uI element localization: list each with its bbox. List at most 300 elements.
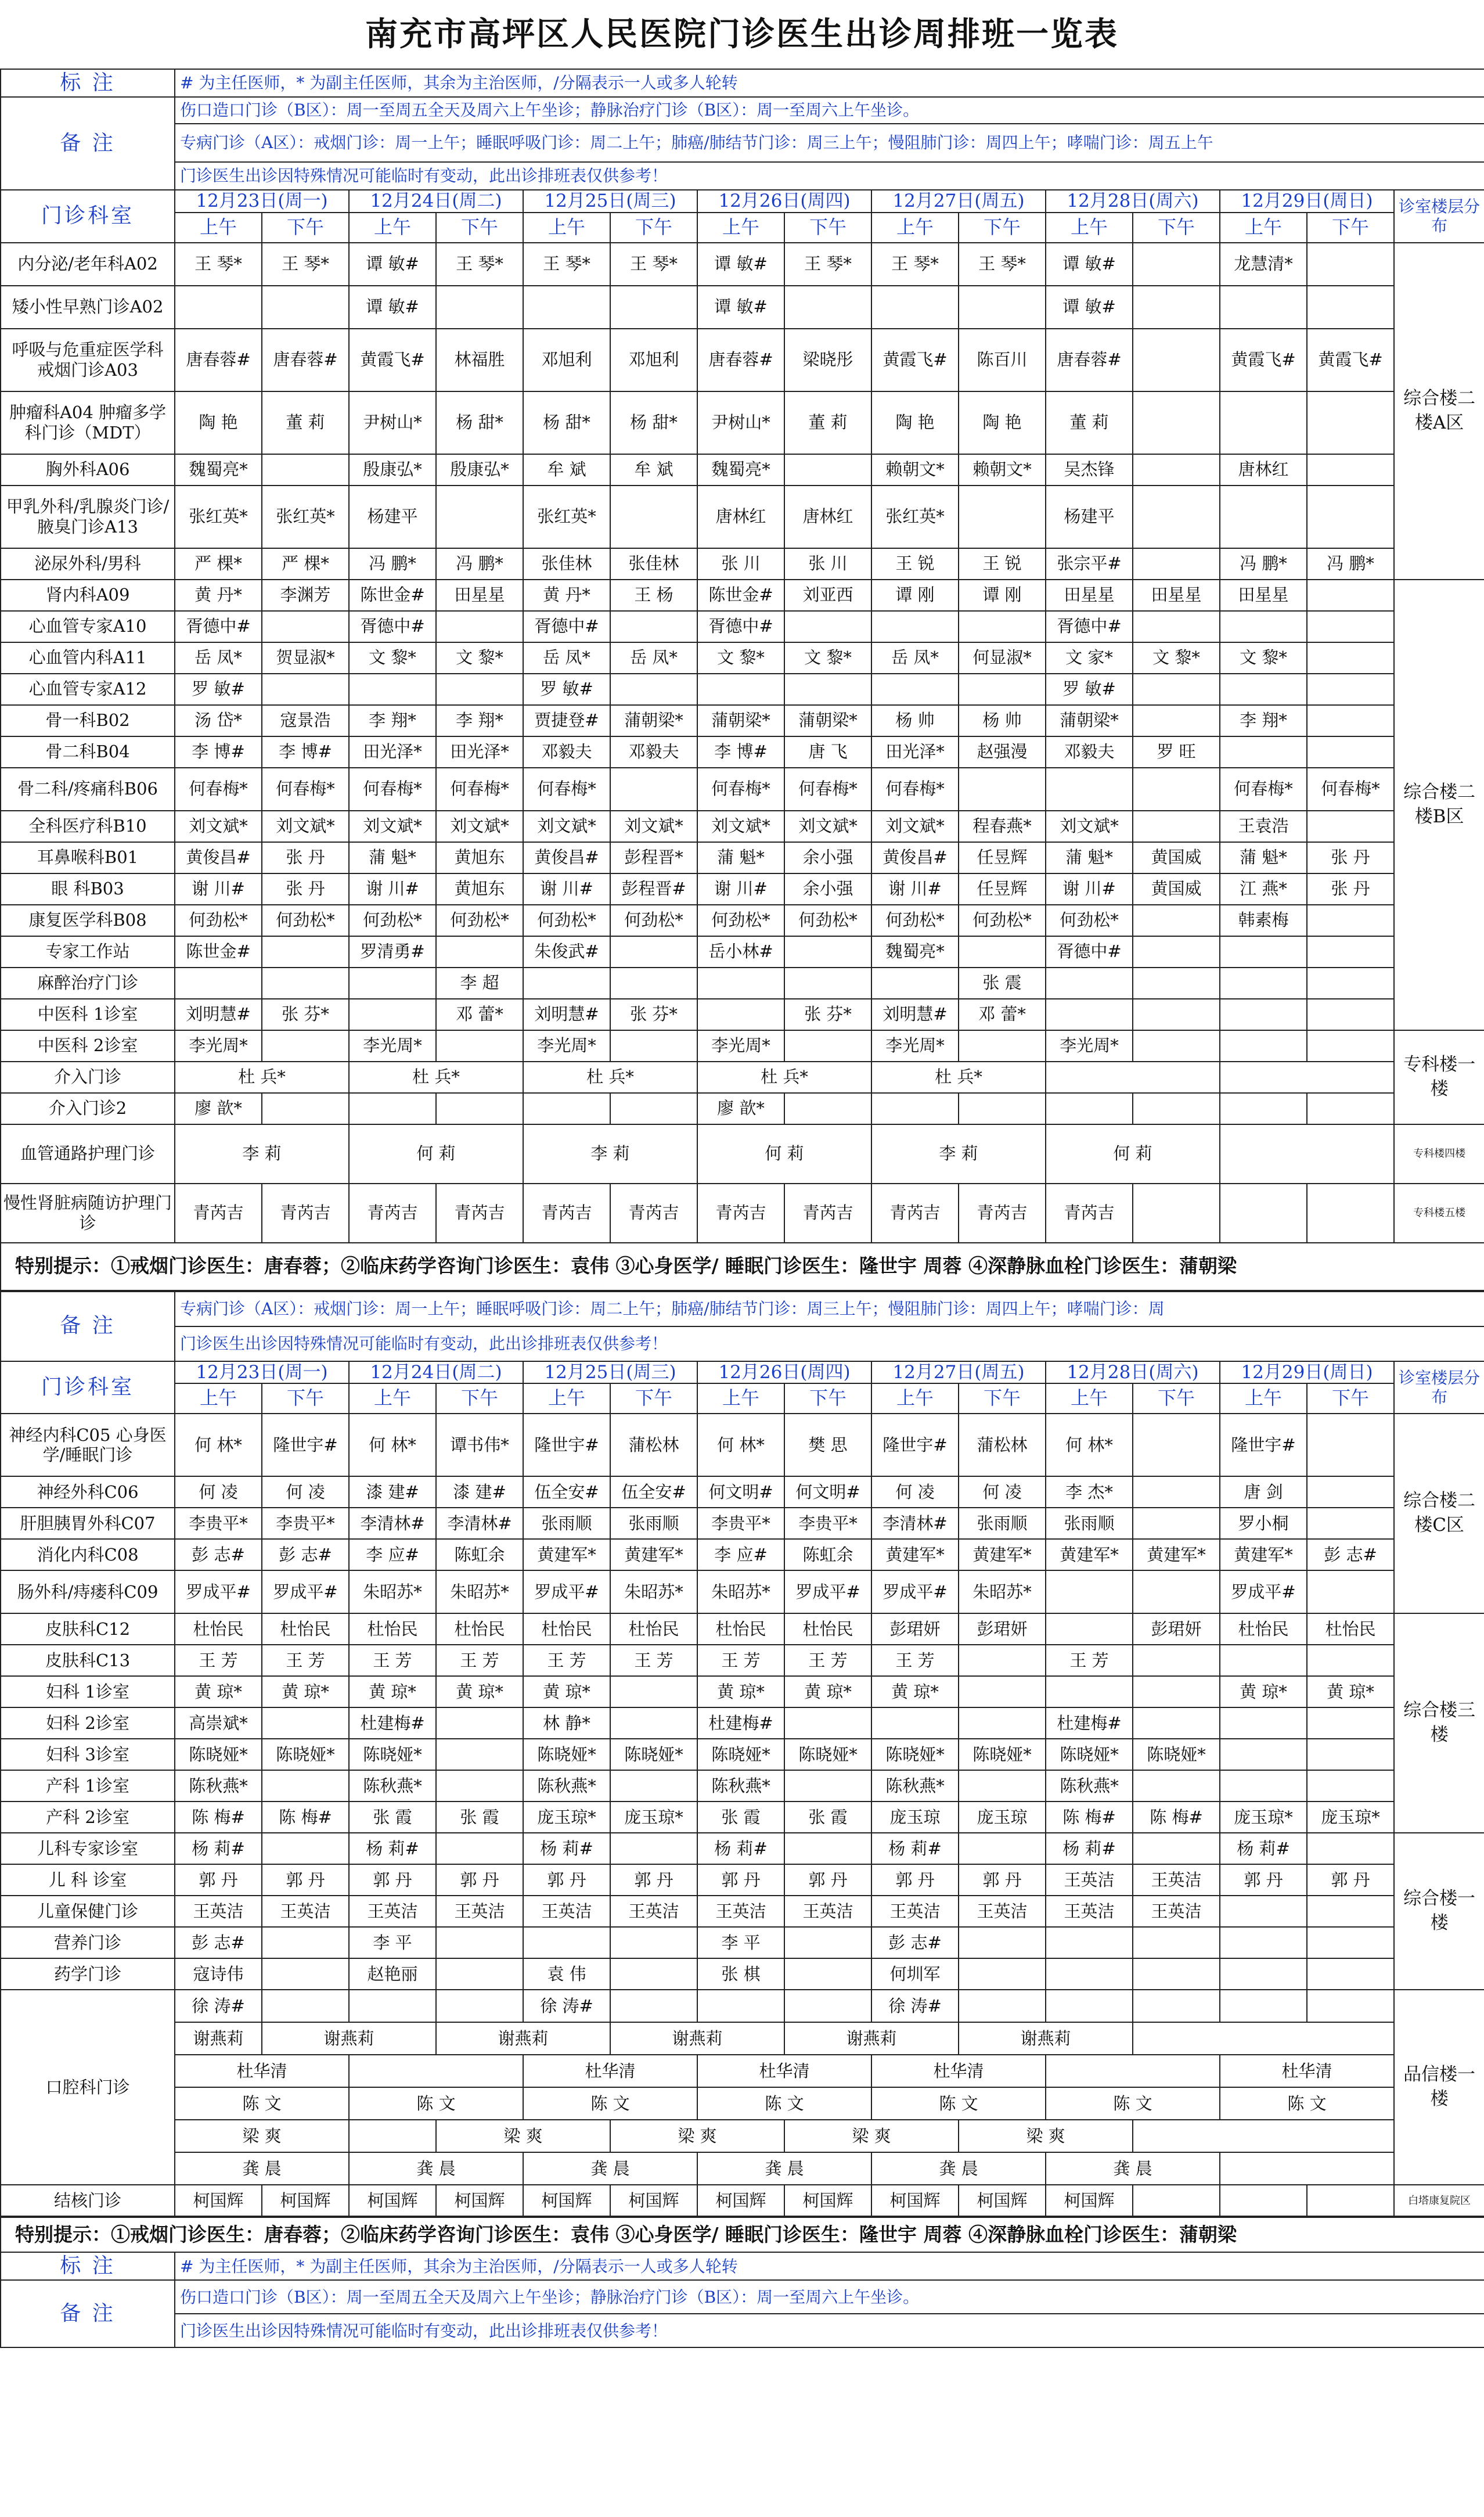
special-tip-row	[1, 1243, 1484, 1290]
schedule-cell	[871, 674, 959, 705]
department-name: 血管通路护理门诊	[1, 1124, 175, 1184]
department-name: 神经外科C06	[1, 1476, 175, 1508]
remark-line: 专病门诊（A区）：戒烟门诊：周一上午；睡眠呼吸门诊：周二上午；肺癌/肺结节门诊：周三上午；慢阻肺门诊：周四上午；哮喘门诊：周	[175, 1292, 1484, 1326]
schedule-cell: 李 应#	[349, 1539, 436, 1570]
schedule-cell: 张 丹	[262, 873, 349, 905]
schedule-cell: 王 琴*	[871, 243, 959, 286]
schedule-cell: 冯 鹏*	[436, 548, 523, 580]
schedule-cell: 彭 志#	[175, 1539, 262, 1570]
schedule-cell: 赖朝文*	[871, 454, 959, 486]
schedule-row	[1, 286, 1484, 329]
schedule-cell	[1133, 1676, 1220, 1707]
schedule-row	[1, 391, 1484, 454]
schedule-cell: 伍全安#	[523, 1476, 610, 1508]
schedule-cell: 黄 琼*	[436, 1676, 523, 1707]
schedule-cell: 陈晓娅*	[1133, 1739, 1220, 1770]
schedule-cell	[959, 486, 1046, 548]
department-name: 肝胆胰胃外科C07	[1, 1508, 175, 1539]
schedule-cell: 黄旭东	[436, 873, 523, 905]
schedule-cell: 郭 丹	[871, 1864, 959, 1896]
schedule-row	[1, 968, 1484, 999]
department-name: 肾内科A09	[1, 580, 175, 611]
floor-location: 综合楼一楼	[1394, 1833, 1484, 1990]
department-name: 消化内科C08	[1, 1539, 175, 1570]
schedule-cell	[349, 674, 436, 705]
schedule-cell	[1220, 1184, 1307, 1243]
schedule-cell: 黄 琼*	[523, 1676, 610, 1707]
schedule-cell	[1220, 736, 1307, 768]
date-header: 12月23日(周一)	[175, 190, 349, 213]
schedule-cell	[959, 1645, 1046, 1676]
schedule-cell: 蒲朝梁*	[610, 705, 697, 736]
date-header: 12月25日(周三)	[523, 190, 697, 213]
schedule-cell	[1133, 1645, 1220, 1676]
schedule-cell: 陈 文	[523, 2087, 697, 2120]
schedule-cell: 何劲松*	[784, 905, 871, 936]
schedule-cell: 谢 川#	[1046, 873, 1133, 905]
schedule-cell: 胥德中#	[1046, 936, 1133, 968]
schedule-cell: 青芮吉	[262, 1184, 349, 1243]
date-header: 12月26日(周四)	[697, 190, 871, 213]
schedule-cell: 尹树山*	[349, 391, 436, 454]
schedule-row	[1, 736, 1484, 768]
schedule-cell: 谢燕莉	[610, 2022, 784, 2055]
department-name: 慢性肾脏病随访护理门诊	[1, 1184, 175, 1243]
schedule-row	[1, 1896, 1484, 1927]
am-header: 上午	[523, 213, 610, 243]
ampm-header-row	[1, 1383, 1484, 1414]
am-header: 上午	[1046, 213, 1133, 243]
schedule-cell: 何春梅*	[1307, 768, 1394, 811]
schedule-cell	[1307, 1958, 1394, 1990]
schedule-cell: 刘文斌*	[436, 811, 523, 842]
schedule-cell: 谢 川#	[871, 873, 959, 905]
schedule-cell: 蒲 魁*	[697, 842, 784, 873]
schedule-cell: 田星星	[436, 580, 523, 611]
schedule-cell	[262, 1958, 349, 1990]
floor-location: 综合楼三楼	[1394, 1613, 1484, 1833]
schedule-cell	[262, 1770, 349, 1802]
schedule-cell: 陈晓娅*	[349, 1739, 436, 1770]
schedule-cell	[1133, 1570, 1220, 1613]
schedule-cell: 杨建平	[349, 486, 436, 548]
schedule-cell: 何 林*	[697, 1414, 784, 1476]
pm-header: 下午	[959, 213, 1046, 243]
schedule-cell: 彭程晋#	[610, 873, 697, 905]
remark-row	[1, 1292, 1484, 1326]
schedule-cell: 青芮吉	[523, 1184, 610, 1243]
schedule-cell: 罗清勇#	[349, 936, 436, 968]
date-header: 12月23日(周一)	[175, 1361, 349, 1384]
schedule-cell: 黄 琼*	[697, 1676, 784, 1707]
schedule-cell	[610, 1833, 697, 1864]
schedule-cell	[1307, 999, 1394, 1030]
schedule-cell: 胥德中#	[175, 611, 262, 642]
schedule-cell: 董 莉	[262, 391, 349, 454]
schedule-cell: 陈 文	[871, 2087, 1046, 2120]
schedule-cell: 黄霞飞#	[1220, 329, 1307, 391]
schedule-cell: 梁晓彤	[784, 329, 871, 391]
schedule-cell: 廖 歆*	[175, 1093, 262, 1124]
schedule-cell: 何劲松*	[349, 905, 436, 936]
schedule-cell: 郭 丹	[262, 1864, 349, 1896]
ampm-header-row	[1, 213, 1484, 243]
date-header: 12月27日(周五)	[871, 1361, 1046, 1384]
department-name: 介入门诊2	[1, 1093, 175, 1124]
schedule-cell	[1307, 1184, 1394, 1243]
schedule-cell: 何劲松*	[436, 905, 523, 936]
schedule-cell: 青芮吉	[1046, 1184, 1133, 1243]
schedule-cell: 何文明#	[784, 1476, 871, 1508]
schedule-cell: 杨建平	[1046, 486, 1133, 548]
schedule-cell: 谢燕莉	[175, 2022, 262, 2055]
schedule-cell: 王 琴*	[436, 243, 523, 286]
schedule-cell	[1307, 642, 1394, 674]
schedule-cell	[1046, 1927, 1133, 1958]
schedule-cell: 陈 文	[1046, 2087, 1220, 2120]
schedule-cell: 杨 莉#	[871, 1833, 959, 1864]
schedule-cell	[871, 1093, 959, 1124]
schedule-cell: 罗成平#	[523, 1570, 610, 1613]
schedule-cell	[1307, 1476, 1394, 1508]
schedule-cell	[1307, 936, 1394, 968]
schedule-cell: 杨 帅	[959, 705, 1046, 736]
remark-line: 伤口造口门诊（B区）：周一至周五全天及周六上午坐诊；静脉治疗门诊（B区）：周一至周六上午坐诊。	[175, 2280, 1484, 2314]
schedule-cell: 王英洁	[784, 1896, 871, 1927]
schedule-cell: 张 芬*	[610, 999, 697, 1030]
schedule-cell: 何 林*	[1046, 1414, 1133, 1476]
schedule-cell: 李光周*	[1046, 1030, 1133, 1062]
schedule-cell: 王英洁	[1046, 1864, 1133, 1896]
schedule-cell	[959, 674, 1046, 705]
dept-header: 门诊科室	[1, 1361, 175, 1414]
am-header: 上午	[871, 213, 959, 243]
schedule-cell: 王 芳	[610, 1645, 697, 1676]
schedule-cell	[959, 1958, 1046, 1990]
schedule-cell: 李清林#	[349, 1508, 436, 1539]
schedule-cell	[1307, 1927, 1394, 1958]
schedule-cell: 黄 琼*	[871, 1676, 959, 1707]
schedule-cell: 梁 爽	[959, 2120, 1133, 2152]
department-name: 心血管内科A11	[1, 642, 175, 674]
schedule-cell: 董 莉	[784, 391, 871, 454]
schedule-cell	[1307, 1707, 1394, 1739]
department-name: 专家工作站	[1, 936, 175, 968]
schedule-row	[1, 1707, 1484, 1739]
schedule-cell	[436, 674, 523, 705]
schedule-cell: 陈世金#	[697, 580, 784, 611]
schedule-cell: 罗成平#	[1220, 1570, 1307, 1613]
schedule-cell	[349, 2120, 436, 2152]
mark-label: 标 注	[1, 69, 175, 97]
schedule-cell: 张红英*	[175, 486, 262, 548]
schedule-cell: 杜华清	[175, 2055, 349, 2087]
schedule-cell: 王 芳	[697, 1645, 784, 1676]
date-header: 12月25日(周三)	[523, 1361, 697, 1384]
schedule-cell	[523, 1093, 610, 1124]
schedule-cell: 黄 琼*	[349, 1676, 436, 1707]
schedule-cell	[1133, 2185, 1220, 2216]
schedule-row	[1, 705, 1484, 736]
schedule-cell: 岳 凤*	[523, 642, 610, 674]
schedule-cell: 赵艳丽	[349, 1958, 436, 1990]
schedule-cell	[1133, 486, 1220, 548]
schedule-cell	[436, 1030, 523, 1062]
floor-location: 专科楼五楼	[1394, 1184, 1484, 1243]
schedule-row	[1, 1414, 1484, 1476]
schedule-cell	[784, 1770, 871, 1802]
schedule-cell: 文 黎*	[1133, 642, 1220, 674]
schedule-cell	[1220, 1990, 1307, 2022]
schedule-cell: 唐林红	[1220, 454, 1307, 486]
schedule-cell: 徐 涛#	[523, 1990, 610, 2022]
schedule-cell: 谭 敏#	[697, 286, 784, 329]
schedule-cell: 陈秋燕*	[1046, 1770, 1133, 1802]
schedule-cell: 胥德中#	[1046, 611, 1133, 642]
schedule-cell: 李 翔*	[1220, 705, 1307, 736]
schedule-cell: 张 霞	[436, 1802, 523, 1833]
schedule-cell: 王 琴*	[175, 243, 262, 286]
schedule-cell: 谭 刚	[871, 580, 959, 611]
pm-header: 下午	[610, 213, 697, 243]
schedule-cell: 刘文斌*	[349, 811, 436, 842]
schedule-cell: 刘亚西	[784, 580, 871, 611]
schedule-cell	[959, 1676, 1046, 1707]
schedule-cell: 田光泽*	[436, 736, 523, 768]
schedule-cell: 魏蜀亮*	[871, 936, 959, 968]
schedule-cell: 陈 梅#	[175, 1802, 262, 1833]
schedule-cell: 王 琴*	[959, 243, 1046, 286]
schedule-cell: 罗 敏#	[175, 674, 262, 705]
schedule-cell: 柯国辉	[175, 2185, 262, 2216]
schedule-cell	[1307, 391, 1394, 454]
schedule-cell: 龚 晨	[175, 2152, 349, 2185]
schedule-cell	[1307, 736, 1394, 768]
schedule-cell	[1133, 1927, 1220, 1958]
schedule-row	[1, 611, 1484, 642]
schedule-cell: 冯 鹏*	[1220, 548, 1307, 580]
date-header: 12月24日(周二)	[349, 1361, 523, 1384]
pm-header: 下午	[436, 1383, 523, 1414]
schedule-cell: 田光泽*	[349, 736, 436, 768]
schedule-cell: 杜怡民	[1307, 1613, 1394, 1645]
schedule-cell	[1133, 999, 1220, 1030]
schedule-cell: 杨 莉#	[697, 1833, 784, 1864]
schedule-cell: 邓旭利	[523, 329, 610, 391]
schedule-cell	[262, 968, 349, 999]
schedule-cell: 张雨顺	[1046, 1508, 1133, 1539]
schedule-cell	[610, 1927, 697, 1958]
schedule-cell: 程春燕*	[959, 811, 1046, 842]
schedule-cell	[1133, 674, 1220, 705]
schedule-cell	[610, 968, 697, 999]
schedule-cell	[436, 286, 523, 329]
schedule-row	[1, 1062, 1484, 1093]
schedule-cell: 张红英*	[523, 486, 610, 548]
schedule-cell: 王 芳	[1046, 1645, 1133, 1676]
schedule-cell	[262, 454, 349, 486]
schedule-cell	[610, 1676, 697, 1707]
pm-header: 下午	[1307, 1383, 1394, 1414]
schedule-cell: 梁 爽	[610, 2120, 784, 2152]
schedule-cell: 陈 文	[697, 2087, 871, 2120]
remark-row	[1, 162, 1484, 190]
schedule-cell: 杜怡民	[610, 1613, 697, 1645]
department-name: 皮肤科C13	[1, 1645, 175, 1676]
schedule-cell: 唐春蓉#	[262, 329, 349, 391]
schedule-cell: 何劲松*	[523, 905, 610, 936]
schedule-cell	[959, 1833, 1046, 1864]
schedule-row	[1, 674, 1484, 705]
schedule-cell: 郭 丹	[436, 1864, 523, 1896]
schedule-cell: 刘文斌*	[523, 811, 610, 842]
schedule-cell: 蒲 魁*	[1220, 842, 1307, 873]
schedule-cell: 何春梅*	[349, 768, 436, 811]
schedule-cell	[959, 286, 1046, 329]
schedule-cell: 王英洁	[871, 1896, 959, 1927]
schedule-cell: 龚 晨	[1046, 2152, 1220, 2185]
schedule-cell	[436, 611, 523, 642]
pm-header: 下午	[784, 1383, 871, 1414]
department-name: 康复医学科B08	[1, 905, 175, 936]
location-header: 诊室楼层分布	[1394, 1361, 1484, 1414]
pm-header: 下午	[1133, 1383, 1220, 1414]
schedule-cell: 董 莉	[1046, 391, 1133, 454]
schedule-cell: 王英洁	[175, 1896, 262, 1927]
schedule-cell	[1133, 548, 1220, 580]
schedule-cell: 罗成平#	[784, 1570, 871, 1613]
schedule-cell: 李渊芳	[262, 580, 349, 611]
schedule-cell: 陶 艳	[959, 391, 1046, 454]
schedule-cell: 袁 伟	[523, 1958, 610, 1990]
department-name: 产科 2诊室	[1, 1802, 175, 1833]
schedule-cell: 何显淑*	[959, 642, 1046, 674]
schedule-cell: 江 燕*	[1220, 873, 1307, 905]
schedule-row	[1, 936, 1484, 968]
dental-row	[1, 2022, 1484, 2055]
schedule-cell: 蒲朝梁*	[1046, 705, 1133, 736]
schedule-cell: 王 芳	[784, 1645, 871, 1676]
schedule-cell: 陈 文	[349, 2087, 523, 2120]
schedule-cell: 吴杰锋	[1046, 454, 1133, 486]
schedule-cell: 罗成平#	[262, 1570, 349, 1613]
department-name: 皮肤科C12	[1, 1613, 175, 1645]
department-name: 妇科 3诊室	[1, 1739, 175, 1770]
schedule-cell	[1133, 768, 1220, 811]
schedule-cell	[1133, 1770, 1220, 1802]
schedule-cell	[1133, 1184, 1220, 1243]
schedule-cell	[1133, 905, 1220, 936]
schedule-cell: 柯国辉	[610, 2185, 697, 2216]
schedule-cell: 龚 晨	[523, 2152, 697, 2185]
schedule-cell: 罗 敏#	[523, 674, 610, 705]
schedule-cell: 魏蜀亮*	[175, 454, 262, 486]
schedule-cell: 梁 爽	[436, 2120, 610, 2152]
schedule-cell: 杜 兵*	[523, 1062, 697, 1093]
schedule-cell: 文 黎*	[784, 642, 871, 674]
schedule-cell: 田星星	[1220, 580, 1307, 611]
schedule-cell	[610, 1770, 697, 1802]
date-header: 12月28日(周六)	[1046, 1361, 1220, 1384]
schedule-cell: 陈秋燕*	[349, 1770, 436, 1802]
schedule-cell: 徐 涛#	[871, 1990, 959, 2022]
department-name: 矮小性早熟门诊A02	[1, 286, 175, 329]
schedule-cell	[1220, 1958, 1307, 1990]
schedule-row	[1, 1093, 1484, 1124]
schedule-cell: 王 锐	[871, 548, 959, 580]
pm-header: 下午	[436, 213, 523, 243]
department-name: 麻醉治疗门诊	[1, 968, 175, 999]
schedule-cell: 杜怡民	[175, 1613, 262, 1645]
schedule-cell: 文 黎*	[349, 642, 436, 674]
date-header: 12月29日(周日)	[1220, 1361, 1394, 1384]
schedule-cell: 刘文斌*	[871, 811, 959, 842]
pm-header: 下午	[610, 1383, 697, 1414]
schedule-cell	[1046, 2055, 1220, 2087]
schedule-row	[1, 486, 1484, 548]
schedule-cell: 庞玉琼	[959, 1802, 1046, 1833]
schedule-cell: 陈晓娅*	[262, 1739, 349, 1770]
schedule-cell	[1220, 2152, 1394, 2185]
schedule-row	[1, 1739, 1484, 1770]
schedule-cell: 廖 歆*	[697, 1093, 784, 1124]
schedule-cell: 王 杨	[610, 580, 697, 611]
schedule-cell	[959, 1030, 1046, 1062]
schedule-cell	[262, 286, 349, 329]
schedule-cell	[784, 454, 871, 486]
schedule-cell: 林福胜	[436, 329, 523, 391]
schedule-cell: 杜建梅#	[697, 1707, 784, 1739]
department-name: 肠外科/痔瘘科C09	[1, 1570, 175, 1613]
schedule-cell: 青芮吉	[784, 1184, 871, 1243]
remark-row	[1, 124, 1484, 162]
schedule-cell: 王 芳	[175, 1645, 262, 1676]
schedule-cell: 余小强	[784, 873, 871, 905]
schedule-cell: 张 芬*	[262, 999, 349, 1030]
schedule-cell: 朱俊武#	[523, 936, 610, 968]
schedule-cell: 李 博#	[175, 736, 262, 768]
schedule-cell	[1133, 1476, 1220, 1508]
schedule-cell: 黄建军*	[1133, 1539, 1220, 1570]
schedule-cell: 杜怡民	[1220, 1613, 1307, 1645]
schedule-cell	[1220, 999, 1307, 1030]
schedule-cell: 陈晓娅*	[959, 1739, 1046, 1770]
schedule-cell: 青芮吉	[610, 1184, 697, 1243]
schedule-cell: 魏蜀亮*	[697, 454, 784, 486]
remark-line: 门诊医生出诊因特殊情况可能临时有变动，此出诊排班表仅供参考！	[175, 2314, 1484, 2347]
schedule-cell: 谢 川#	[697, 873, 784, 905]
schedule-cell	[610, 1093, 697, 1124]
schedule-cell: 陈百川	[959, 329, 1046, 391]
schedule-row	[1, 1184, 1484, 1243]
schedule-cell: 寇景浩	[262, 705, 349, 736]
schedule-cell	[1220, 2185, 1307, 2216]
schedule-cell	[436, 486, 523, 548]
schedule-cell: 李 博#	[262, 736, 349, 768]
schedule-cell: 杨 帅	[871, 705, 959, 736]
schedule-cell: 余小强	[784, 842, 871, 873]
schedule-cell: 何 凌	[871, 1476, 959, 1508]
schedule-cell: 杜建梅#	[1046, 1707, 1133, 1739]
schedule-cell	[1133, 1508, 1220, 1539]
schedule-cell: 李贵平*	[697, 1508, 784, 1539]
schedule-cell: 黄俊昌#	[523, 842, 610, 873]
floor-location: 综合楼二楼C区	[1394, 1414, 1484, 1613]
am-header: 上午	[349, 1383, 436, 1414]
schedule-cell: 何 凌	[959, 1476, 1046, 1508]
page-title: 南充市高坪区人民医院门诊医生出诊周排班一览表	[365, 15, 1119, 53]
schedule-row	[1, 1676, 1484, 1707]
